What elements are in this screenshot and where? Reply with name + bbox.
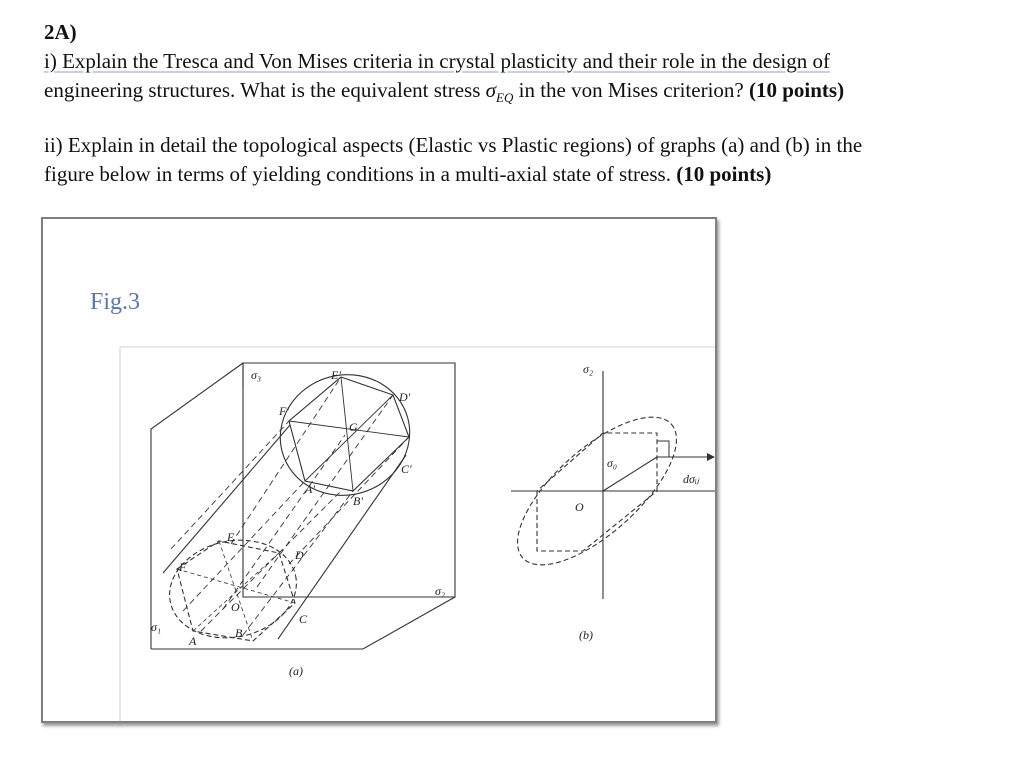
point-F: F: [179, 560, 187, 574]
q2-line1: ii) Explain in detail the topological aspects (Elastic vs Plastic regions) of graphs (a) and (b) in the: [44, 133, 863, 157]
a-sigma2-label: σ₂: [435, 584, 446, 598]
question-heading: 2A): [44, 20, 77, 44]
caption-a: (a): [289, 664, 303, 678]
point-O: O: [231, 600, 240, 614]
point-A-prime: A': [305, 482, 315, 496]
b-sigma0-label: σ₀: [607, 456, 618, 470]
q2-line2: figure below in terms of yielding conditions in a multi-axial state of stress. (10 points): [44, 162, 772, 186]
b-sigma2-label: σ₂: [583, 362, 594, 376]
b-tresca-outline: [537, 433, 657, 551]
question-part-i: [44, 47, 989, 112]
left-plane: [151, 363, 243, 649]
figure-label: Fig.3: [90, 289, 141, 315]
b-origin-label: O: [575, 500, 584, 514]
q1-line2: engineering structures. What is the equivalent stress $\sigma_{EQ}$ in the von Mises criterion? (10 points): [44, 78, 845, 106]
yield-surface-diagrams: [43, 219, 715, 721]
diagram-b: [495, 371, 715, 599]
point-C-prime: C': [401, 462, 412, 476]
point-F-prime: F': [279, 404, 289, 418]
q1-points: (10 points): [748, 78, 845, 102]
a-sigma3-label: σ₃: [251, 368, 262, 382]
a-sigma1-label: σ₁: [151, 620, 162, 634]
cylinder-edge-left: [163, 425, 290, 573]
question-part-ii: [44, 131, 989, 189]
point-A: A: [189, 634, 197, 648]
point-C: C: [299, 612, 308, 626]
point-D-prime: D': [399, 390, 411, 404]
q2-points: (10 points): [676, 162, 772, 186]
point-E-prime: E': [331, 368, 341, 382]
point-B-prime: B': [353, 494, 363, 508]
point-D: D: [295, 548, 304, 562]
upper-tresca-hexagon: [289, 377, 409, 491]
point-B: B: [235, 626, 243, 640]
point-G: G: [349, 420, 358, 434]
figure-frame: [41, 217, 717, 723]
caption-b: (b): [579, 628, 593, 642]
b-dsigma-label: dσᵢⱼ: [683, 472, 699, 486]
equivalent-stress-symbol: $\sigma_{EQ}$: [485, 78, 514, 106]
q1-line1: i) Explain the Tresca and Von Mises criteria in crystal plasticity and their role in the design of: [44, 49, 830, 73]
diagram-b-labels: [575, 362, 700, 642]
point-E: E: [227, 530, 235, 544]
cylinder-edge-right: [278, 455, 406, 639]
